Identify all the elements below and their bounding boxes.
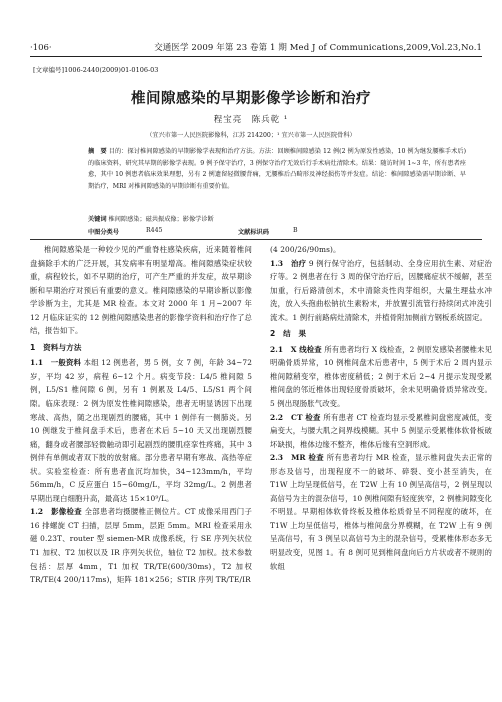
section-2-1-text: 所有患者均行 X 线检查，2 例原发感染者腰椎未见明确骨质异常，10 例椎间盘术后患者中，5 例于术后 2 周内显示椎间隙稍变窄，椎体密度稍低；2 例于术后 2~4 月提示发现受累椎间盘的邻近椎体出现轻度骨质破坏，余未见明确骨质异常改变。5 例出现肠胀气改变。 [270, 344, 492, 409]
section-2-3-label: 2.3 MR 检查 [270, 453, 325, 463]
section-2-3 [270, 451, 492, 573]
journal-citation: 交通医学 2009 年第 23 卷第 1 期 Med J of Communications,2009,Vol.23,No.1 [154, 43, 482, 53]
page-number: ·106· [30, 43, 52, 53]
section-2-3-text: 所有患者均行 MR 检查，显示椎间盘失去正常的形态及信号，出现程度不一的破坏、碎裂、变小甚至消失，在 T1W 上均呈现低信号，在 T2W 上有 10 例呈高信号，2 例呈现以高信号为主的混杂信号，10 例椎间隙有轻度狭窄，2 例椎间隙变化不明显。早期相体软骨终板及椎体松质骨呈不同程度的破坏，在 T1W 上均呈低信号，椎体与椎间盘分界模糊，在 T2W 上有 9 例呈高信号，有 3 例呈以高信号为主的混杂信号，受累椎体形态多无明显改变，见图 1。有 8 例可见到椎间盘向后方片状或者不规则的软组 [270, 453, 492, 571]
section-1-1-text: 本组 12 例患者，男 5 例，女 7 例，年龄 34~72 岁，平均 42 岁，病程 6~12 个月。病变节段：L4/5 椎间隙 5 例，L5/S1 椎间隙 6 例，另有 1 例累及 L4/5、L5/S1 两个间隙。临床表现：2 例为原发性椎间隙感染，患者无明显诱因下出现寒战、高热，随之出现剧烈的腰痛，其中 1 例伴有一侧肺炎。另 10 例继发于椎间盘手术后，患者在术后 5~10 天又出现剧烈腰痛，翻身或者腰部轻微触动即引起剧烈的腰肌痉挛性疼痛，其中 3 例伴有单侧或者双下肢的放射痛。部分患者早期有寒战、高热等症状。实验室检查：所有患者血沉均加快，34~123mm/h，平均 56mm/h，C 反应蛋白 15~60mg/L，平均 32mg/L。2 例患者早期出现白细胞升高，最高达 15×10⁹/L。 [30, 358, 252, 503]
doc-code-value: B [293, 227, 298, 234]
keywords-label: 关键词 [88, 216, 107, 223]
right-column [270, 243, 492, 573]
article-title: 椎间隙感染的早期影像学诊断和治疗 [131, 91, 371, 107]
intro-paragraph: 椎间隙感染是一种较少见的严重脊柱感染疾病，近来随着椎间盘摘除手术的广泛开展，其发病率有明显增高。椎间隙感染症状较重，病程较长，如不早期的治疗，可产生严重的并发症，故早期诊断和早期治疗对预后有重要的意义。椎间隙感染的早期诊断以影像学诊断为主，尤其是 MR 检查。本文对 2000 年 1 月~2007 年 12 月临床证实的 12 例椎间隙感染患者的影像学资料和治疗作了总结，报告如下。 [30, 245, 252, 336]
section-1-1 [30, 356, 252, 505]
section-1-heading: 1 资料与方法 [30, 342, 82, 352]
section-2-heading: 2 结 果 [270, 329, 307, 339]
abstract-rule [30, 239, 482, 240]
section-2-2 [270, 411, 492, 452]
section-2-2-label: 2.2 CT 检查 [270, 412, 321, 422]
abstract [88, 146, 466, 192]
section-1-3 [270, 257, 492, 325]
clc-value: R445 [146, 227, 163, 234]
header-rule [30, 56, 482, 57]
clc-label: 中图分类号 [88, 229, 119, 236]
keywords-text: 椎间隙感染；磁共振成像；影像学诊断 [108, 216, 214, 223]
abstract-text: 目的：探讨椎间隙感染的早期影像学表现和治疗方法。方法：回顾椎间隙感染 12 例(2 例为原发性感染，10 例为继发腰椎手术后)的临床资料，研究其早期的影像学表现。9 例予保守治疗，3 例保守治疗无效后行手术病灶清除术。结果：随访时间 1~3 年，所有患者痊愈，其中 10 例患者临床效果理想，另有 2 例遗留轻微腰背痛，无腰椎后凸畸形及神经损伤等并发症。结论：椎间隙感染需早期诊断、早期治疗，MRI 对椎间隙感染的早期诊断有重要价值。 [88, 148, 466, 190]
section-1-3-label: 1.3 治疗 [270, 258, 307, 268]
section-1-3-text: 9 例行保守治疗，包括制动、全身应用抗生素、对症治疗等。2 例患者在行 3 周的保守治疗后，因腰痛症状不缓解，甚至加重，行后路清创术，术中清除炎性肉芽组织，大量生理盐水冲洗，放入头孢曲松钠抗生素粉末，并放置引流管行持续闭式冲洗引流术。1 例行前路病灶清除术，并植骨附加侧前方钢板系统固定。 [270, 258, 492, 322]
running-head [30, 42, 482, 54]
left-column [30, 243, 252, 587]
section-2-1 [270, 343, 492, 411]
authors: 程宝亮 陈兵乾 ¹ [213, 115, 289, 125]
keywords [88, 214, 214, 223]
article-id: [文章编号]1006-2440(2009)01-0106-03 [33, 66, 159, 74]
abstract-label: 摘 要 [88, 148, 107, 155]
section-1-2 [30, 505, 252, 586]
section-1-1-label: 1.1 一般资料 [30, 358, 82, 368]
continued-text: (4 200/26/90ms)。 [270, 245, 341, 254]
doc-code-label: 文献标识码 [238, 229, 269, 236]
section-2-2-text: 所有患者 CT 检查均显示受累椎间盘密度减低，变扁变大，与腰大肌之间界线模糊。其中 5 例显示受累椎体软骨板破坏缺损，椎体边缘不整齐，椎体后缘有空洞形成。 [270, 412, 492, 449]
section-2-1-label: 2.1 X 线检查 [270, 344, 322, 354]
section-1-2-label: 1.2 影像检查 [30, 507, 82, 517]
affiliation: （宜兴市第一人民医院影像科，江苏 214200；¹ 宜兴市第一人民医院骨科） [146, 132, 356, 139]
section-1-2-text: 全部患者均摄腰椎正侧位片。CT 成像采用西门子 16 排螺旋 CT 扫描，层厚 5mm，层距 5mm。MRI 检查采用永磁 0.23T、router 型 siemen-MR 成像系统，行 SE 序列矢状位 T1 加权、T2 加权以及 IR 序列矢状位，轴位 T2 加权。技术参数包括：层厚 4mm，T1 加权 TR/TE(600/30ms)，T2 加权 TR/TE(4 200/117ms)，矩阵 181×256；STIR 序列 TR/TE/IR [30, 507, 252, 585]
